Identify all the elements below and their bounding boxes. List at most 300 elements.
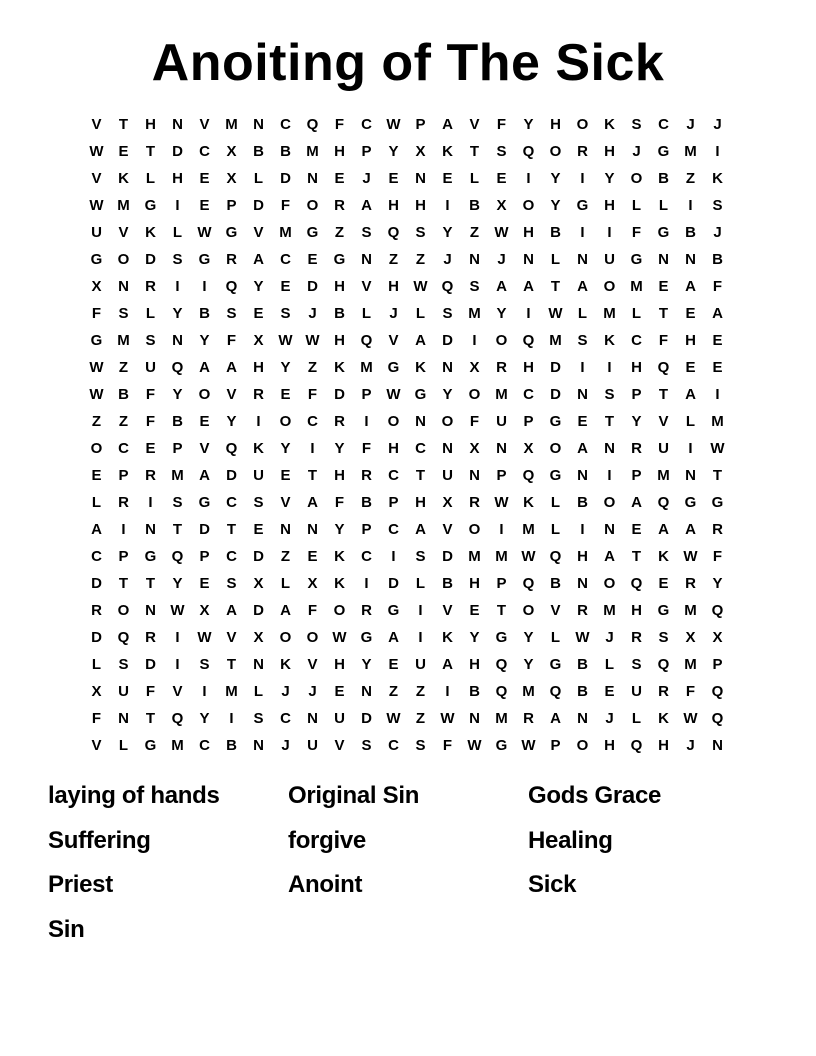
grid-letter: N [280, 521, 291, 538]
grid-letter: C [226, 548, 237, 565]
grid-letter: H [388, 197, 399, 214]
grid-letter: N [307, 710, 318, 727]
grid-letter: Q [522, 332, 535, 349]
grid-letter: C [361, 548, 372, 565]
grid-letter: F [307, 602, 318, 619]
grid-letter: V [442, 521, 453, 538]
grid-letter: U [496, 413, 507, 430]
grid-letter: L [145, 170, 156, 187]
grid-letter: D [334, 386, 345, 403]
grid-letter: L [253, 683, 264, 700]
grid-letter: U [253, 467, 264, 484]
grid-letter: U [631, 683, 642, 700]
grid-letter: N [442, 359, 453, 376]
grid-letter: D [226, 467, 237, 484]
grid-letter: Y [631, 413, 642, 430]
grid-letter: Y [172, 386, 183, 403]
grid-letter: P [496, 575, 507, 592]
grid-letter: D [145, 656, 156, 673]
grid-letter: Y [523, 629, 534, 646]
grid-letter: E [307, 548, 318, 565]
grid-letter: J [362, 170, 371, 187]
grid-letter: L [280, 575, 291, 592]
grid-letter: D [91, 629, 102, 646]
grid-letter: N [469, 710, 480, 727]
grid-letter: W [89, 197, 104, 214]
grid-letter: G [225, 224, 238, 241]
grid-letter: Z [388, 683, 399, 700]
grid-letter: E [658, 278, 669, 295]
grid-letter: X [253, 575, 264, 592]
grid-letter: R [145, 278, 156, 295]
grid-letter: O [279, 629, 292, 646]
grid-letter: V [307, 656, 318, 673]
grid-letter: Y [280, 359, 291, 376]
grid-letter: M [117, 332, 130, 349]
grid-letter: I [121, 521, 126, 538]
grid-letter: N [145, 521, 156, 538]
grid-letter: W [197, 629, 212, 646]
grid-letter: I [445, 197, 450, 214]
grid-letter: N [469, 251, 480, 268]
grid-letter: R [658, 683, 669, 700]
grid-letter: E [577, 413, 588, 430]
grid-letter: H [334, 656, 345, 673]
grid-letter: N [145, 602, 156, 619]
grid-letter: I [688, 440, 693, 457]
grid-letter: B [577, 656, 588, 673]
grid-letter: R [631, 629, 642, 646]
grid-letter: F [280, 197, 291, 214]
grid-letter: Z [415, 683, 426, 700]
grid-letter: D [145, 251, 156, 268]
grid-letter: H [415, 494, 426, 511]
grid-letter: E [280, 467, 291, 484]
grid-letter: P [361, 521, 372, 538]
grid-letter: R [685, 575, 696, 592]
grid-letter: B [199, 305, 210, 322]
grid-letter: H [523, 359, 534, 376]
word-list-item: Anoint [288, 871, 363, 898]
word-list-item: Priest [48, 871, 113, 898]
grid-letter: D [307, 278, 318, 295]
grid-letter: E [199, 197, 210, 214]
grid-letter: O [603, 494, 616, 511]
grid-letter: C [388, 521, 399, 538]
grid-letter: E [199, 575, 210, 592]
grid-letter: W [386, 116, 401, 133]
grid-letter: K [442, 143, 453, 160]
grid-letter: M [225, 116, 238, 133]
grid-letter: T [118, 116, 129, 133]
grid-letter: J [308, 305, 317, 322]
grid-letter: F [469, 413, 480, 430]
grid-letter: B [469, 683, 480, 700]
grid-letter: E [280, 278, 291, 295]
grid-letter: N [118, 278, 129, 295]
grid-letter: S [172, 494, 183, 511]
grid-letter: V [118, 224, 129, 241]
grid-letter: E [712, 332, 723, 349]
grid-letter: G [657, 602, 670, 619]
grid-letter: T [118, 575, 129, 592]
grid-letter: P [361, 143, 372, 160]
grid-letter: O [441, 413, 454, 430]
grid-letter: A [91, 521, 102, 538]
grid-letter: V [91, 170, 102, 187]
grid-letter: B [226, 737, 237, 754]
grid-letter: G [198, 494, 211, 511]
grid-letter: V [334, 737, 345, 754]
page-title: Anoiting of The Sick [151, 34, 665, 92]
grid-letter: N [685, 467, 696, 484]
grid-letter: S [226, 305, 237, 322]
grid-letter: D [172, 143, 183, 160]
grid-letter: M [684, 656, 697, 673]
grid-letter: W [683, 710, 698, 727]
grid-letter: C [199, 143, 210, 160]
grid-letter: E [253, 521, 264, 538]
grid-letter: N [172, 332, 183, 349]
grid-letter: B [172, 413, 183, 430]
grid-letter: M [279, 224, 292, 241]
grid-letter: K [523, 494, 534, 511]
grid-letter: X [307, 575, 318, 592]
grid-letter: A [523, 278, 534, 295]
grid-letter: H [388, 440, 399, 457]
grid-letter: H [253, 359, 264, 376]
grid-letter: C [361, 116, 372, 133]
grid-letter: O [468, 386, 481, 403]
grid-letter: F [145, 386, 156, 403]
grid-letter: A [442, 116, 453, 133]
grid-letter: L [685, 413, 696, 430]
grid-letter: D [91, 575, 102, 592]
grid-letter: M [171, 737, 184, 754]
grid-letter: W [332, 629, 347, 646]
grid-letter: A [658, 521, 669, 538]
grid-letter: X [523, 440, 534, 457]
grid-letter: Q [495, 656, 508, 673]
grid-letter: N [253, 116, 264, 133]
grid-letter: A [604, 548, 615, 565]
grid-letter: N [469, 467, 480, 484]
grid-letter: E [334, 170, 345, 187]
grid-letter: A [577, 440, 588, 457]
grid-letter: S [415, 224, 426, 241]
grid-letter: T [658, 305, 669, 322]
grid-letter: X [199, 602, 210, 619]
grid-letter: S [118, 305, 129, 322]
grid-letter: X [253, 332, 264, 349]
grid-letter: O [279, 413, 292, 430]
grid-letter: J [389, 305, 398, 322]
grid-letter: W [278, 332, 293, 349]
grid-letter: L [631, 305, 642, 322]
grid-letter: N [307, 521, 318, 538]
grid-letter: D [199, 521, 210, 538]
grid-letter: P [172, 440, 183, 457]
grid-letter: J [497, 251, 506, 268]
grid-letter: E [685, 305, 696, 322]
grid-letter: I [607, 224, 612, 241]
grid-letter: F [631, 224, 642, 241]
grid-letter: R [361, 467, 372, 484]
grid-letter: V [199, 440, 210, 457]
grid-letter: G [684, 494, 697, 511]
grid-letter: K [604, 116, 615, 133]
grid-letter: Y [280, 440, 291, 457]
grid-letter: W [683, 548, 698, 565]
grid-letter: A [226, 602, 237, 619]
grid-letter: C [280, 710, 291, 727]
grid-letter: Q [657, 656, 670, 673]
grid-letter: O [117, 251, 130, 268]
grid-letter: R [145, 467, 156, 484]
grid-letter: G [144, 737, 157, 754]
grid-letter: B [361, 494, 372, 511]
grid-letter: B [550, 224, 561, 241]
grid-letter: C [307, 413, 318, 430]
grid-letter: L [658, 197, 669, 214]
grid-letter: E [199, 413, 210, 430]
grid-letter: I [175, 278, 180, 295]
grid-letter: R [469, 494, 480, 511]
grid-letter: H [550, 116, 561, 133]
grid-letter: M [306, 143, 319, 160]
grid-letter: G [549, 656, 562, 673]
grid-letter: R [523, 710, 534, 727]
grid-letter: J [713, 116, 722, 133]
grid-letter: B [118, 386, 129, 403]
grid-letter: F [712, 278, 723, 295]
grid-letter: W [413, 278, 428, 295]
grid-letter: L [415, 575, 426, 592]
grid-letter: E [91, 467, 102, 484]
grid-letter: S [442, 305, 453, 322]
grid-letter: R [118, 494, 129, 511]
grid-letter: S [226, 575, 237, 592]
grid-letter: B [442, 575, 453, 592]
grid-letter: U [442, 467, 453, 484]
grid-letter: L [550, 494, 561, 511]
grid-letter: P [550, 737, 561, 754]
grid-letter: R [361, 602, 372, 619]
grid-letter: P [361, 386, 372, 403]
grid-letter: H [577, 548, 588, 565]
grid-letter: A [226, 359, 237, 376]
grid-letter: A [307, 494, 318, 511]
grid-letter: R [631, 440, 642, 457]
grid-letter: B [658, 170, 669, 187]
grid-letter: E [685, 359, 696, 376]
grid-letter: Y [550, 170, 561, 187]
grid-letter: L [550, 629, 561, 646]
grid-letter: Q [306, 116, 319, 133]
grid-letter: Z [91, 413, 102, 430]
grid-letter: J [281, 683, 290, 700]
grid-letter: V [172, 683, 183, 700]
grid-letter: E [307, 251, 318, 268]
grid-letter: Z [415, 710, 426, 727]
grid-letter: E [631, 521, 642, 538]
grid-letter: Z [388, 251, 399, 268]
grid-letter: A [361, 197, 372, 214]
grid-letter: I [580, 359, 585, 376]
grid-letter: H [604, 737, 615, 754]
grid-letter: Q [549, 683, 562, 700]
grid-letter: J [605, 710, 614, 727]
grid-letter: K [604, 332, 615, 349]
grid-letter: Q [225, 278, 238, 295]
grid-letter: T [145, 575, 156, 592]
grid-letter: G [90, 251, 103, 268]
grid-letter: S [199, 656, 210, 673]
grid-letter: I [715, 386, 720, 403]
grid-letter: G [90, 332, 103, 349]
grid-letter: S [118, 656, 129, 673]
grid-letter: Q [387, 224, 400, 241]
grid-letter: C [118, 440, 129, 457]
grid-letter: V [226, 629, 237, 646]
grid-letter: F [334, 116, 345, 133]
grid-letter: H [334, 332, 345, 349]
grid-letter: H [388, 278, 399, 295]
grid-letter: S [361, 224, 372, 241]
grid-letter: Q [522, 143, 535, 160]
grid-letter: O [495, 332, 508, 349]
grid-letter: J [713, 224, 722, 241]
grid-letter: M [522, 683, 535, 700]
grid-letter: U [91, 224, 102, 241]
grid-letter: I [202, 278, 207, 295]
grid-letter: H [631, 359, 642, 376]
word-list-item: laying of hands [48, 782, 220, 809]
word-list-item: Original Sin [288, 782, 420, 809]
grid-letter: E [118, 143, 129, 160]
grid-letter: X [226, 143, 237, 160]
grid-letter: C [388, 467, 399, 484]
grid-letter: A [199, 467, 210, 484]
grid-letter: Q [522, 467, 535, 484]
grid-letter: Z [280, 548, 291, 565]
grid-letter: H [334, 143, 345, 160]
grid-letter: Y [712, 575, 723, 592]
grid-letter: P [118, 548, 129, 565]
grid-letter: D [361, 710, 372, 727]
grid-letter: D [280, 170, 291, 187]
grid-letter: H [658, 737, 669, 754]
grid-letter: U [307, 737, 318, 754]
grid-letter: W [386, 710, 401, 727]
word-list [48, 778, 768, 956]
word-list-item: Sick [528, 871, 577, 898]
grid-letter: N [361, 683, 372, 700]
grid-letter: Y [172, 575, 183, 592]
grid-letter: O [576, 737, 589, 754]
grid-letter: A [685, 521, 696, 538]
grid-letter: A [253, 251, 264, 268]
grid-letter: U [145, 359, 156, 376]
grid-letter: S [469, 278, 480, 295]
grid-letter: Y [523, 116, 534, 133]
grid-letter: S [631, 656, 642, 673]
grid-letter: R [712, 521, 723, 538]
grid-letter: I [175, 656, 180, 673]
grid-letter: T [631, 548, 642, 565]
grid-letter: I [310, 440, 315, 457]
grid-letter: B [334, 305, 345, 322]
grid-letter: H [469, 656, 480, 673]
grid-letter: H [604, 143, 615, 160]
grid-letter: J [281, 737, 290, 754]
grid-letter: E [199, 170, 210, 187]
grid-letter: O [603, 575, 616, 592]
grid-letter: V [199, 116, 210, 133]
grid-letter: X [442, 494, 453, 511]
grid-letter: G [657, 143, 670, 160]
grid-letter: M [684, 143, 697, 160]
grid-letter: Z [415, 251, 426, 268]
grid-letter: G [630, 251, 643, 268]
grid-letter: P [631, 467, 642, 484]
grid-letter: S [253, 494, 264, 511]
grid-letter: S [712, 197, 723, 214]
grid-letter: W [305, 332, 320, 349]
grid-letter: Z [118, 359, 129, 376]
grid-letter: M [657, 467, 670, 484]
grid-letter: R [577, 143, 588, 160]
grid-letter: V [91, 116, 102, 133]
grid-letter: Y [172, 305, 183, 322]
grid-letter: X [496, 197, 507, 214]
grid-letter: N [361, 251, 372, 268]
grid-letter: A [388, 629, 399, 646]
grid-letter: L [91, 656, 102, 673]
grid-letter: M [603, 305, 616, 322]
grid-letter: T [172, 521, 183, 538]
grid-letter: Q [630, 575, 643, 592]
grid-letter: U [118, 683, 129, 700]
grid-letter: Q [441, 278, 454, 295]
grid-letter: C [280, 116, 291, 133]
grid-letter: V [280, 494, 291, 511]
grid-letter: L [145, 305, 156, 322]
grid-letter: M [711, 413, 724, 430]
grid-letter: S [280, 305, 291, 322]
grid-letter: O [549, 440, 562, 457]
grid-letter: Y [199, 710, 210, 727]
grid-letter: A [199, 359, 210, 376]
grid-letter: L [361, 305, 372, 322]
grid-letter: K [712, 170, 723, 187]
grid-letter: M [603, 602, 616, 619]
grid-letter: I [580, 224, 585, 241]
grid-letter: E [145, 440, 156, 457]
grid-letter: P [415, 116, 426, 133]
grid-letter: O [333, 602, 346, 619]
grid-letter: E [280, 386, 291, 403]
grid-letter: N [577, 575, 588, 592]
grid-letter: V [226, 386, 237, 403]
grid-letter: X [253, 629, 264, 646]
grid-letter: W [521, 737, 536, 754]
grid-letter: I [418, 629, 423, 646]
grid-letter: F [334, 494, 345, 511]
grid-letter: O [117, 602, 130, 619]
grid-letter: K [334, 359, 345, 376]
grid-letter: D [442, 548, 453, 565]
